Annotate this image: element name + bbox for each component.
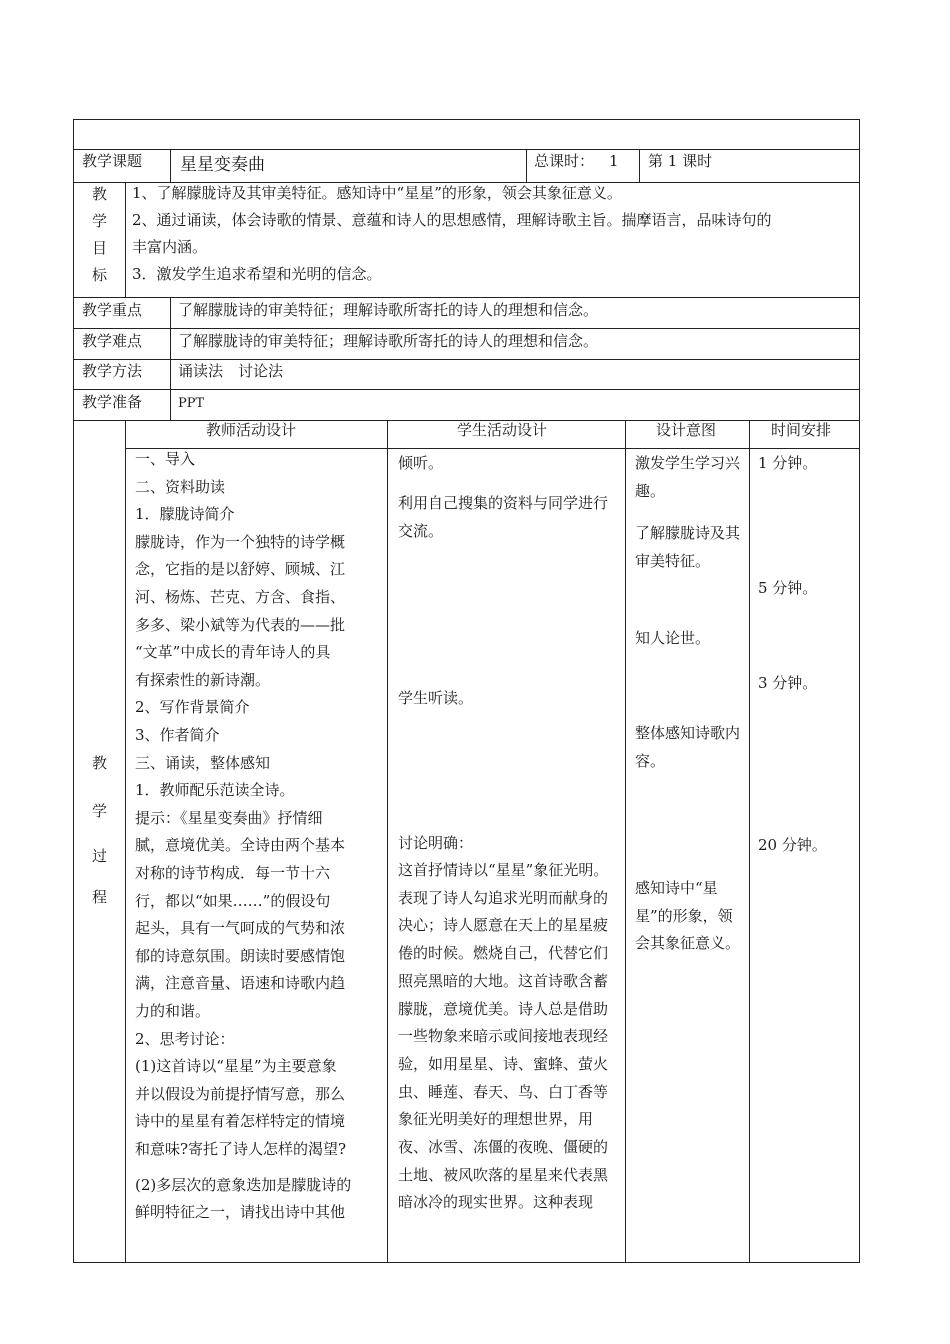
col-divider — [125, 182, 126, 297]
objective-line: 2、通过诵读，体会诗歌的情景、意蕴和诗人的思想感情，理解诗歌主旨。揣摩语言，品味诗句的 — [132, 211, 772, 229]
row-divider — [74, 328, 859, 329]
difficulties-value: 了解朦胧诗的审美特征；理解诗歌所寄托的诗人的理想和信念。 — [178, 332, 599, 350]
process-label-char: 学 — [92, 802, 108, 820]
teacher-line: 鲜明特征之一，请找出诗中其他 — [135, 1203, 346, 1222]
teacher-line: 腻，意境优美。全诗由两个基本 — [135, 836, 346, 855]
col-divider — [625, 420, 626, 1263]
teacher-line: 念，它指的是以舒婷、顾城、江 — [135, 560, 346, 579]
teacher-line: 郁的诗意氛围。朗读时要感情饱 — [135, 946, 346, 965]
teacher-line: 有探索性的新诗潮。 — [135, 670, 271, 689]
lesson-plan-table — [73, 119, 860, 1263]
topic-value: 星星变奏曲 — [180, 155, 265, 175]
objectives-label-char: 目 — [92, 239, 108, 257]
design-intent-text: 整体感知诗歌内容。 — [635, 724, 741, 770]
teacher-line: 1．朦胧诗简介 — [135, 505, 235, 524]
row-divider — [74, 182, 859, 183]
total-hours-label: 总课时： — [534, 152, 595, 170]
objectives-label-char: 标 — [92, 266, 108, 284]
col-divider — [749, 420, 750, 1263]
process-label-char: 教 — [92, 754, 108, 772]
row-divider — [74, 297, 859, 298]
teacher-line: 多多、梁小斌等为代表的——批 — [135, 615, 346, 634]
student-activity-column — [398, 450, 620, 1262]
preparation-label: 教学准备 — [82, 393, 143, 411]
teacher-line: 满，注意音量、语速和诗歌内趋 — [135, 974, 346, 993]
method-value: 诵读法 讨论法 — [178, 362, 284, 380]
design-intent-text: 感知诗中“星星”的形象，领会其象征意义。 — [635, 879, 741, 953]
teacher-line: “文革”中成长的青年诗人的具 — [135, 643, 331, 662]
lesson-number: 第 1 课时 — [648, 152, 713, 170]
time-allocation-text: 3 分钟。 — [758, 674, 818, 692]
teacher-line: 提示：《星星变奏曲》抒情细 — [135, 808, 323, 827]
teacher-line: 并以假设为前提抒情写意，那么 — [135, 1084, 346, 1103]
process-label-char: 程 — [92, 888, 108, 906]
objectives-label-char: 学 — [92, 212, 108, 230]
row-divider — [74, 389, 859, 390]
topic-label: 教学课题 — [82, 152, 143, 170]
time-allocation-text: 5 分钟。 — [758, 579, 818, 597]
teacher-line: 朦胧诗，作为一个独特的诗学概 — [135, 532, 346, 551]
teacher-line: 河、杨炼、芒克、方含、食指、 — [135, 588, 346, 606]
col-divider — [639, 149, 640, 182]
teacher-line: 1．教师配乐范读全诗。 — [135, 781, 295, 800]
col-divider — [387, 420, 388, 1263]
design-intent-text: 知人论世。 — [635, 629, 711, 647]
objective-line: 1、了解朦胧诗及其审美特征。感知诗中“星星”的形象，领会其象征意义。 — [132, 184, 622, 202]
key-points-label: 教学重点 — [82, 301, 143, 319]
col-divider — [125, 420, 126, 1263]
teacher-line: 诗中的星星有着怎样特定的情境 — [135, 1112, 346, 1131]
row-divider — [74, 359, 859, 360]
total-hours-value: 1 — [609, 152, 619, 170]
design-intent-text: 激发学生学习兴趣。 — [635, 454, 741, 500]
teacher-line: 3、作者简介 — [135, 726, 220, 744]
teacher-line: 起头，具有一气呵成的气势和浓 — [135, 919, 346, 938]
time-allocation-text: 1 分钟。 — [758, 454, 818, 472]
design-intent-text: 了解朦胧诗及其审美特征。 — [635, 524, 741, 570]
key-points-value: 了解朦胧诗的审美特征；理解诗歌所寄托的诗人的理想和信念。 — [178, 301, 599, 319]
objective-line: 3．激发学生追求希望和光明的信念。 — [132, 265, 382, 283]
teacher-line: 行，都以“如果……”的假设句 — [135, 891, 331, 910]
col-divider — [170, 297, 171, 420]
student-activity-text: 这首抒情诗以“星星”象征光明。表现了诗人勾追求光明而献身的决心；诗人愿意在天上的星星疲倦的时候。燃烧自己，代替它们照亮黑暗的大地。这首诗歌含蓄朦胧，意境优美。诗人总是借助一些物象来暗示或间接地表现经验，如用星星、诗、蜜蜂、萤火虫、睡莲、春天、鸟、白丁香等象征光明美好的理想世界，用夜、冰雪、冻僵的夜晚、僵硬的土地、被风吹落的星星来代表黑暗冰冷的现实世界。这种表现 — [398, 861, 609, 1212]
teacher-line: 2、思考讨论： — [135, 1029, 235, 1048]
objectives-label-char: 教 — [92, 185, 108, 203]
header-time: 时间安排 — [771, 421, 832, 439]
objective-line: 丰富内涵。 — [132, 238, 208, 256]
student-activity-text: 讨论明确： — [398, 834, 474, 852]
method-label: 教学方法 — [82, 362, 143, 380]
teacher-line: 三、诵读，整体感知 — [135, 753, 271, 772]
teacher-line: 力的和谐。 — [135, 1002, 211, 1020]
difficulties-label: 教学难点 — [82, 332, 143, 350]
teacher-line: (1)这首诗以“星星”为主要意象 — [135, 1057, 337, 1076]
teacher-line: 2、写作背景简介 — [135, 698, 250, 717]
teacher-line: 二、资料助读 — [135, 477, 226, 496]
teacher-line: 和意味?寄托了诗人怎样的渴望? — [135, 1140, 347, 1158]
time-allocation-text: 20 分钟。 — [758, 836, 827, 854]
student-activity-text: 学生听读。 — [398, 689, 474, 707]
teacher-line: (2)多层次的意象迭加是朦胧诗的 — [135, 1175, 352, 1194]
teacher-line: 对称的诗节构成．每一节十六 — [135, 864, 331, 882]
header-teacher: 教师活动设计 — [206, 421, 297, 439]
col-divider — [170, 149, 171, 182]
student-activity-text: 利用自己搜集的资料与同学进行交流。 — [398, 494, 609, 540]
process-label-char: 过 — [92, 847, 108, 865]
teacher-line: 一、导入 — [135, 450, 196, 468]
student-activity-text: 倾听。 — [398, 454, 444, 472]
col-divider — [526, 149, 527, 182]
preparation-value: PPT — [178, 396, 205, 411]
header-student: 学生活动设计 — [457, 421, 548, 439]
header-intent: 设计意图 — [656, 421, 717, 439]
